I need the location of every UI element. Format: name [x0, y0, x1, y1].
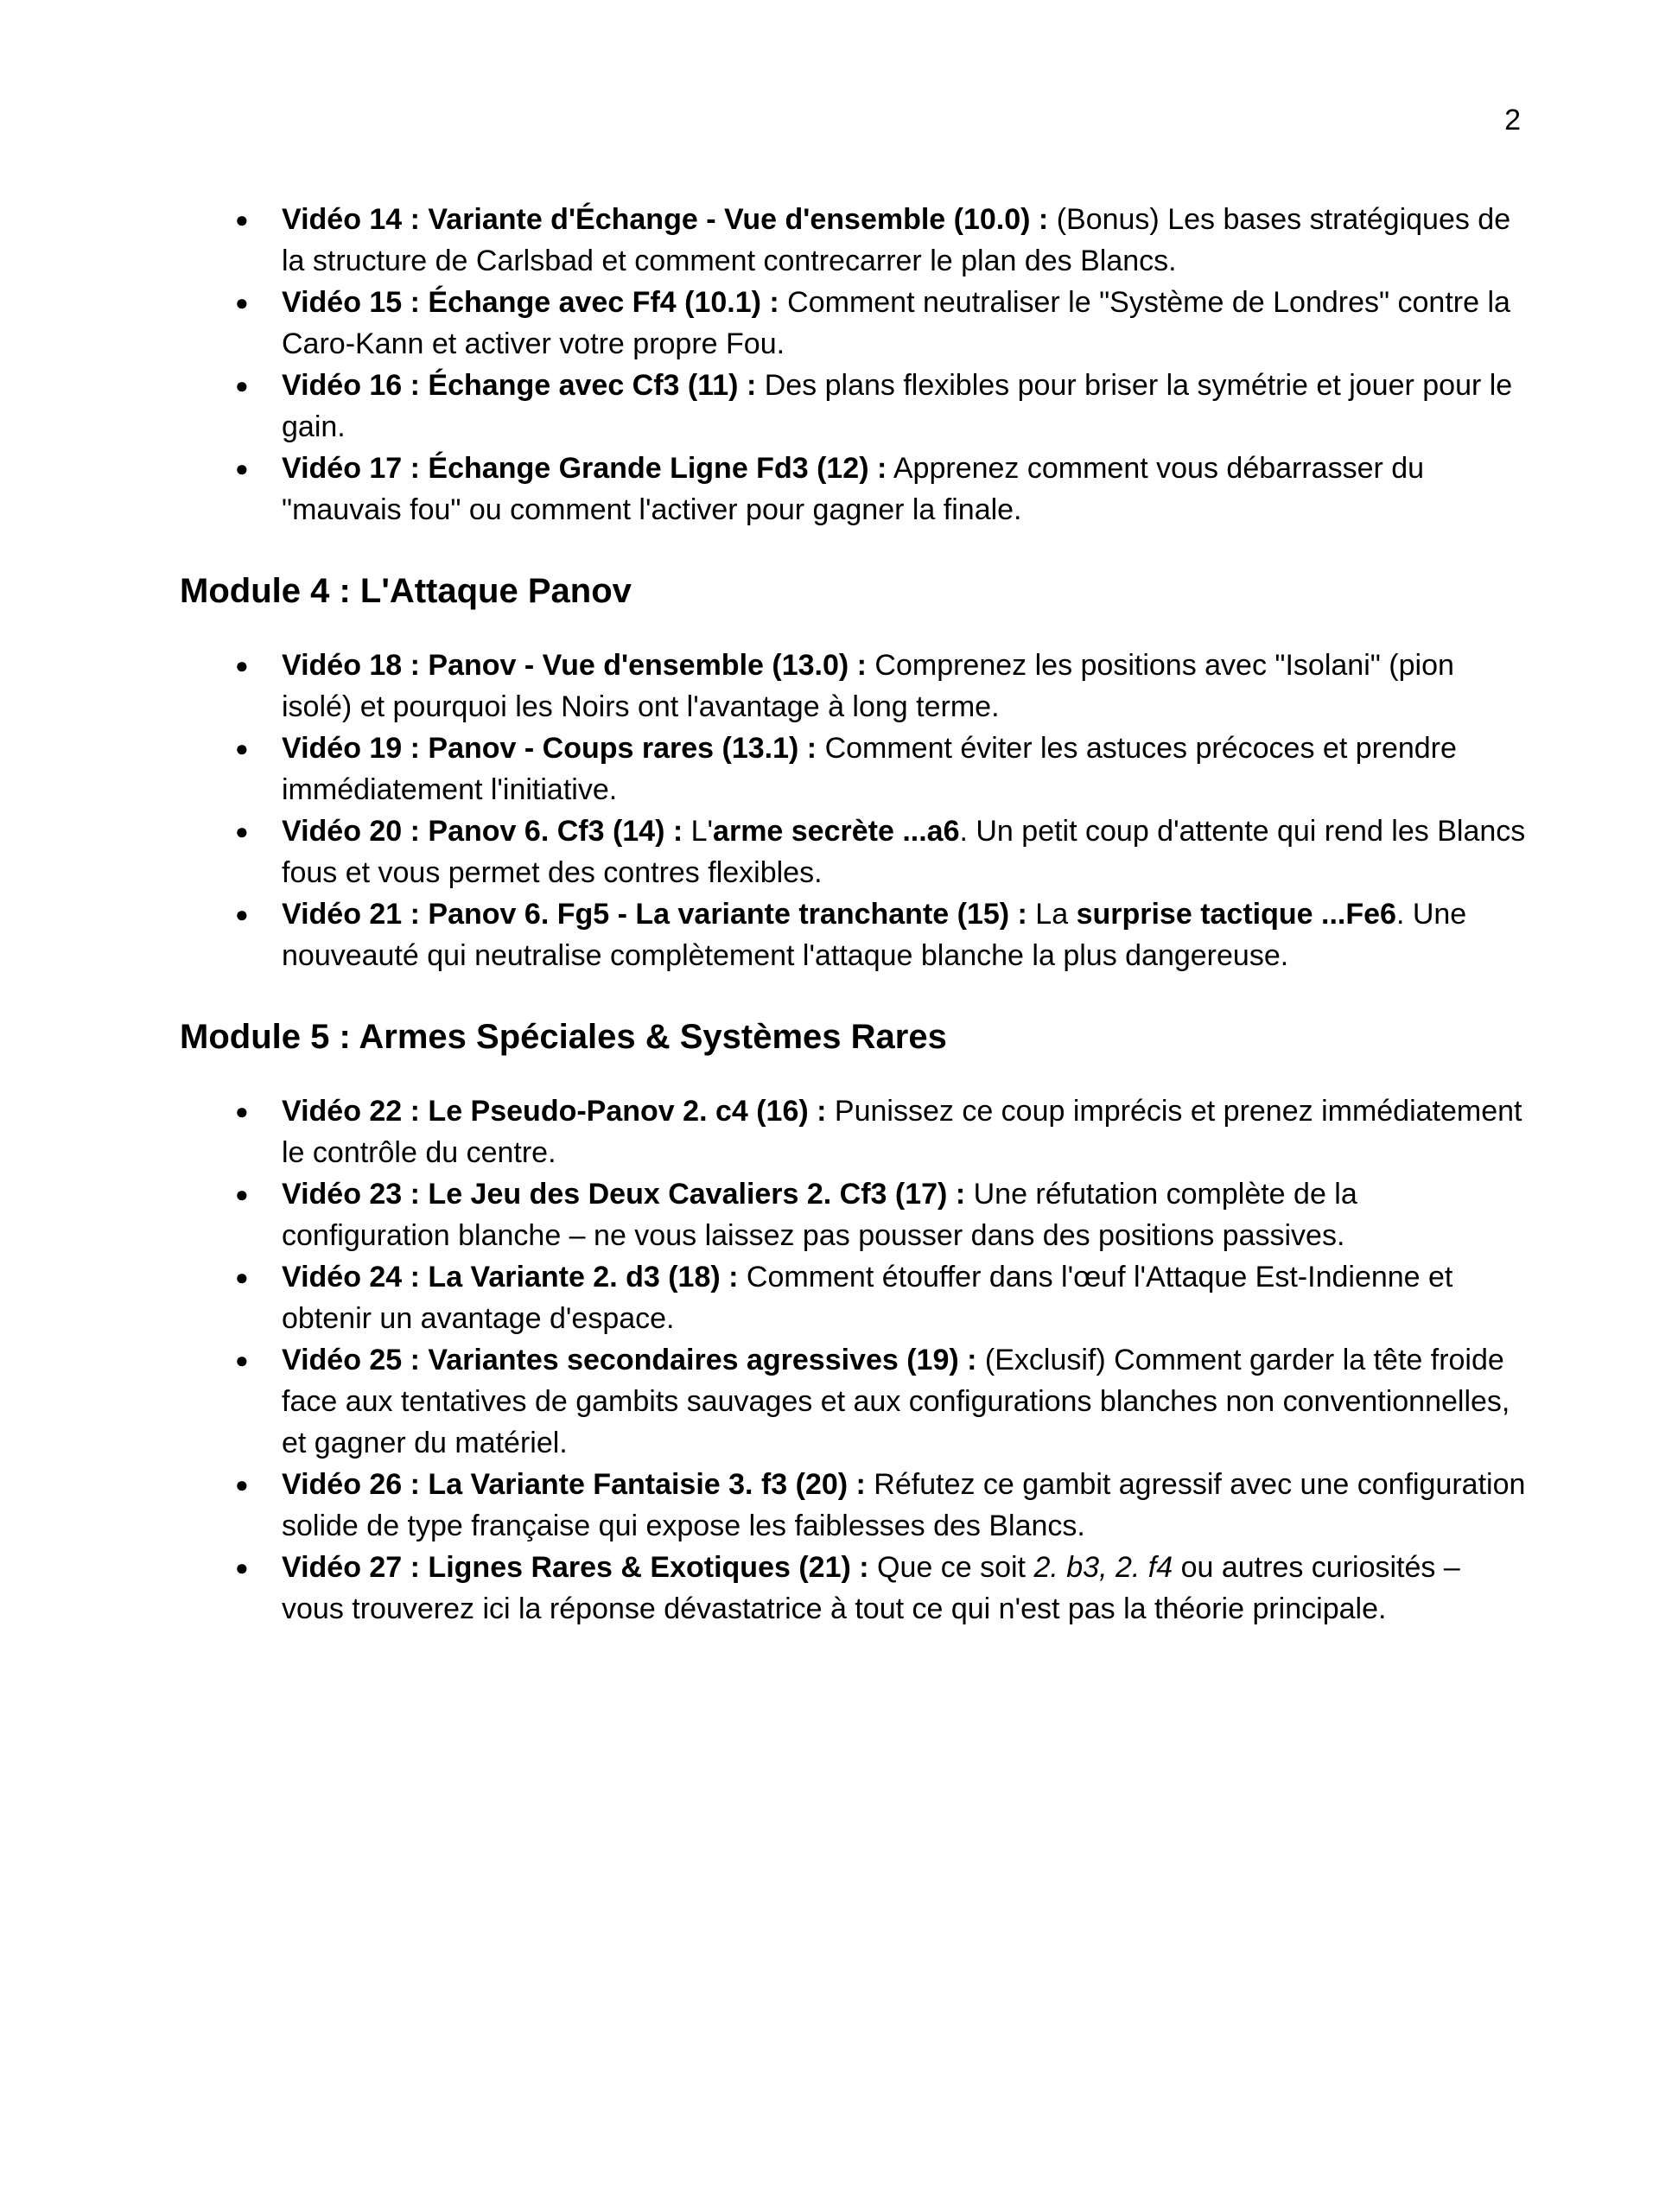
list-item: ● Vidéo 15 : Échange avec Ff4 (10.1) : Comment neutraliser le "Système de Londres" contre la Caro-Kann et activer votre propre Fou. — [180, 282, 1528, 365]
bullet-icon: ● — [235, 1264, 249, 1290]
bullet-icon: ● — [235, 901, 249, 927]
list-item: ● Vidéo 26 : La Variante Fantaisie 3. f3 (20) : Réfutez ce gambit agressif avec une configuration solide de type française qui expose les faiblesses des Blancs. — [180, 1464, 1528, 1547]
list-item: ● Vidéo 19 : Panov - Coups rares (13.1) : Comment éviter les astuces précoces et prendre immédiatement l'initiative. — [180, 728, 1528, 810]
list-item: ● Vidéo 14 : Variante d'Échange - Vue d'ensemble (10.0) : (Bonus) Les bases stratégiques de la structure de Carlsbad et comment contrecarrer le plan des Blancs. — [180, 199, 1528, 282]
list-item: ● Vidéo 27 : Lignes Rares & Exotiques (21) : Que ce soit 2. b3, 2. f4 ou autres curiosités – vous trouverez ici la réponse dévastatrice à tout ce qui n'est pas la théorie principale. — [180, 1547, 1528, 1630]
bullet-icon: ● — [235, 652, 249, 678]
bullet-icon: ● — [235, 1181, 249, 1207]
list-item: ● Vidéo 25 : Variantes secondaires agressives (19) : (Exclusif) Comment garder la tête froide face aux tentatives de gambits sauvages et aux configurations blanches non conventionnelles, et gagner du matériel. — [180, 1339, 1528, 1464]
list-item: ● Vidéo 22 : Le Pseudo-Panov 2. c4 (16) : Punissez ce coup imprécis et prenez immédiatement le contrôle du centre. — [180, 1090, 1528, 1173]
bullet-icon: ● — [235, 207, 249, 232]
video-list-module-4 — [180, 645, 1528, 976]
bullet-icon: ● — [235, 735, 249, 761]
page-number: 2 — [1504, 104, 1521, 137]
bullet-icon: ● — [235, 372, 249, 398]
bullet-icon: ● — [235, 1347, 249, 1373]
module-4-heading: Module 4 : L'Attaque Panov — [180, 572, 632, 610]
list-item: ● Vidéo 17 : Échange Grande Ligne Fd3 (12) : Apprenez comment vous débarrasser du "mauvais fou" ou comment l'activer pour gagner la finale. — [180, 448, 1528, 531]
bullet-icon: ● — [235, 455, 249, 481]
video-list-module-5 — [180, 1090, 1528, 1630]
document-body — [180, 199, 1528, 1630]
bullet-icon: ● — [235, 1554, 249, 1580]
video-list-module-3 — [180, 199, 1528, 531]
list-item: ● Vidéo 23 : Le Jeu des Deux Cavaliers 2. Cf3 (17) : Une réfutation complète de la configuration blanche – ne vous laissez pas pousser dans des positions passives. — [180, 1173, 1528, 1256]
list-item: ● Vidéo 20 : Panov 6. Cf3 (14) : L'arme secrète ...a6. Un petit coup d'attente qui rend les Blancs fous et vous permet des contres flexibles. — [180, 810, 1528, 893]
module-5-heading: Module 5 : Armes Spéciales & Systèmes Rares — [180, 1018, 947, 1056]
bullet-icon: ● — [235, 1098, 249, 1124]
list-item: ● Vidéo 24 : La Variante 2. d3 (18) : Comment étouffer dans l'œuf l'Attaque Est-Indienne et obtenir un avantage d'espace. — [180, 1256, 1528, 1339]
bullet-icon: ● — [235, 818, 249, 844]
bullet-icon: ● — [235, 289, 249, 315]
list-item: ● Vidéo 16 : Échange avec Cf3 (11) : Des plans flexibles pour briser la symétrie et jouer pour le gain. — [180, 365, 1528, 448]
list-item: ● Vidéo 21 : Panov 6. Fg5 - La variante tranchante (15) : La surprise tactique ...Fe6. Une nouveauté qui neutralise complètement l'attaque blanche la plus dangereuse. — [180, 893, 1528, 976]
list-item: ● Vidéo 18 : Panov - Vue d'ensemble (13.0) : Comprenez les positions avec "Isolani" (pion isolé) et pourquoi les Noirs ont l'avantage à long terme. — [180, 645, 1528, 728]
bullet-icon: ● — [235, 1471, 249, 1497]
